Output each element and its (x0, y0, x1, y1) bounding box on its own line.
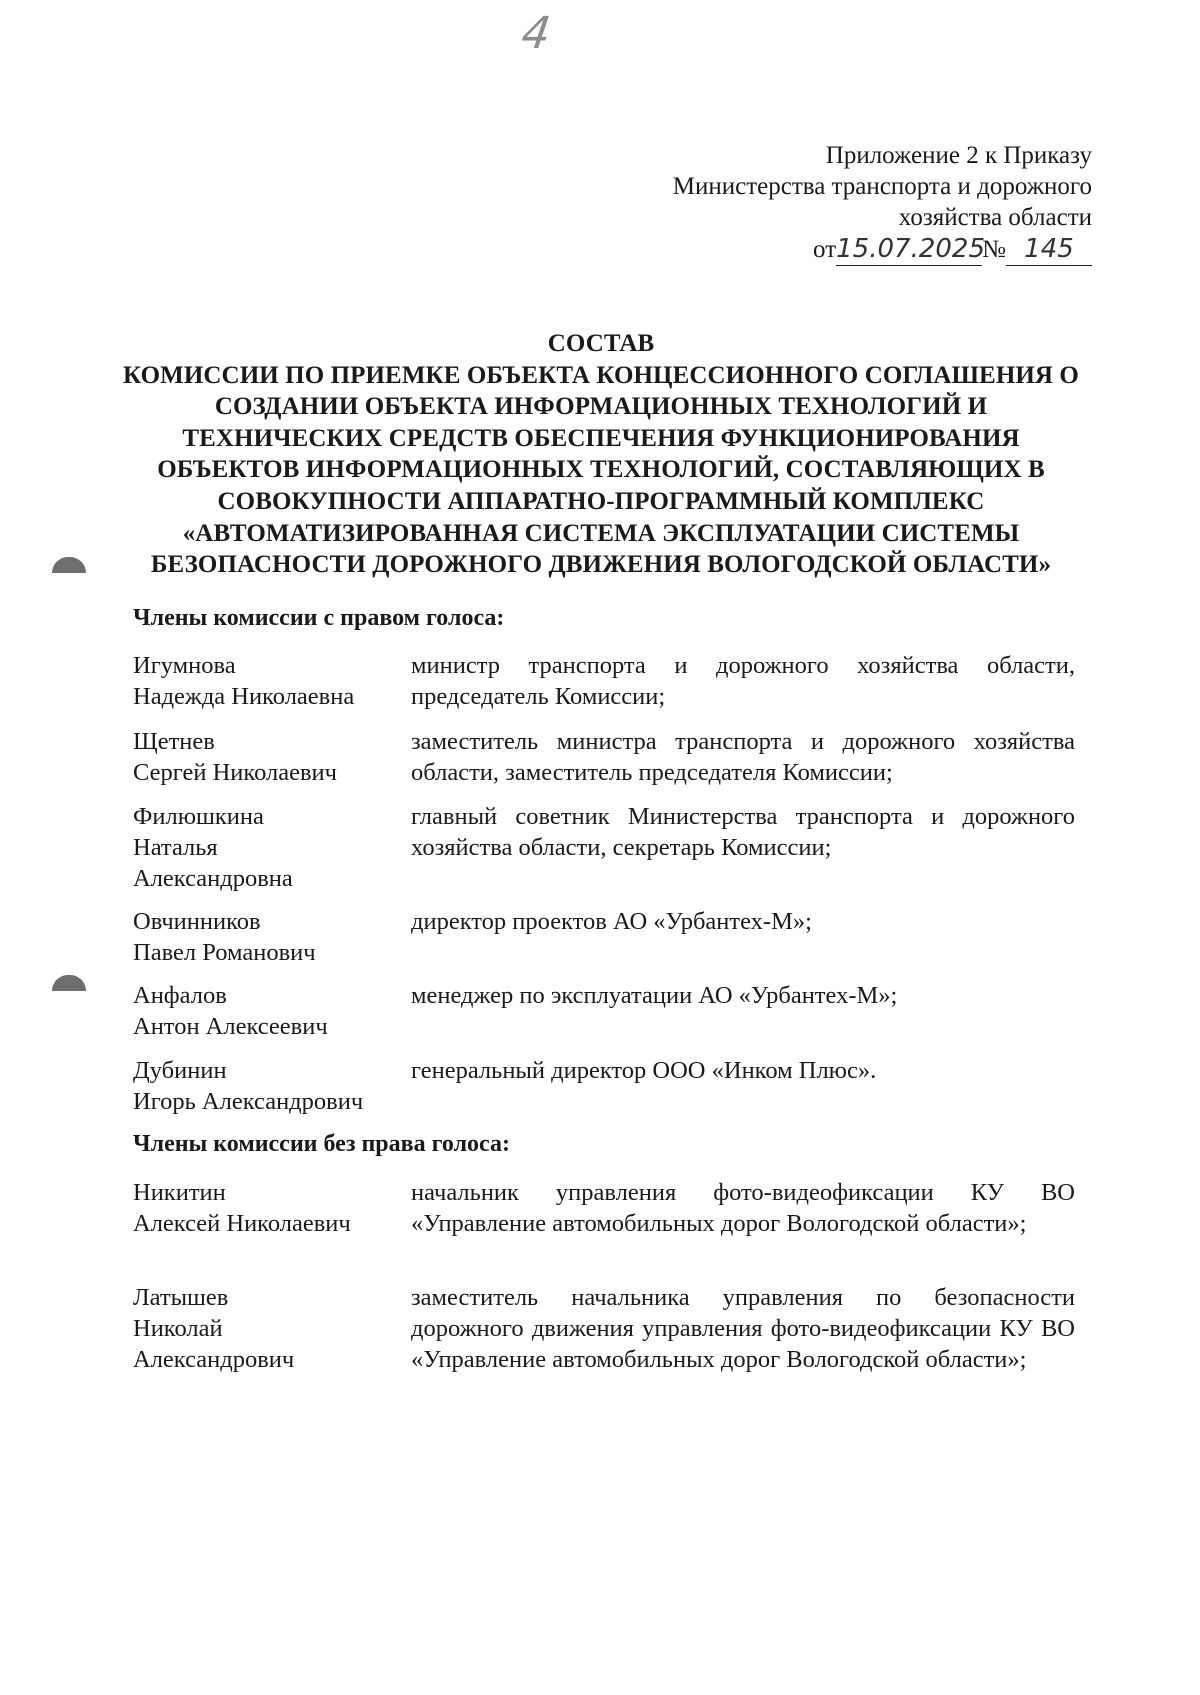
document-title (120, 328, 1082, 581)
member-name-text: Латышев Николай Александрович (133, 1284, 295, 1373)
title-heading: СОСТАВ (547, 330, 655, 357)
number-prefix: № (982, 236, 1006, 263)
nonvoting-members-heading: Члены комиссии без права голоса: (133, 1131, 510, 1157)
date-prefix: от (813, 236, 837, 263)
voting-members-heading: Члены комиссии с правом голоса: (133, 605, 505, 631)
member-name (133, 726, 395, 788)
member-role: главный советник Министерства транспорта и дорожного хозяйства области, секретарь Комиссии; (411, 803, 1075, 861)
handwritten-date: 15.07.2025 (836, 234, 986, 264)
title-body: КОМИССИИ ПО ПРИЕМКЕ ОБЪЕКТА КОНЦЕССИОННОГО СОГЛАШЕНИЯ О СОЗДАНИИ ОБЪЕКТА ИНФОРМАЦИОННЫХ ТЕХНОЛОГИЙ И ТЕХНИЧЕСКИХ СРЕДСТВ ОБЕСПЕЧЕНИЯ ФУНКЦИОНИРОВАНИЯ ОБЪЕКТОВ ИНФОРМАЦИОННЫХ ТЕХНОЛОГИЙ, СОСТАВЛЯЮЩИХ В СОВОКУПНОСТИ АППАРАТНО-ПРОГРАММНЫЙ КОМПЛЕКС «АВТОМАТИЗИРОВАННАЯ СИСТЕМА ЭКСПЛУАТАЦИИ СИСТЕМЫ БЕЗОПАСНОСТИ ДОРОЖНОГО ДВИЖЕНИЯ ВОЛОГОДСКОЙ ОБЛАСТИ» (123, 361, 1079, 579)
appendix-line-1: Приложение 2 к Приказу (825, 142, 1092, 169)
appendix-date-line (673, 234, 1092, 266)
member-role: начальник управления фото-видеофиксации КУ ВО «Управление автомобильных дорог Вологодской области»; (411, 1179, 1075, 1237)
member-name-text: Дубинин Игорь Александрович (133, 1057, 364, 1115)
member-name (133, 906, 395, 968)
appendix-block (673, 140, 1092, 266)
member-role: министр транспорта и дорожного хозяйства области, председатель Комиссии; (411, 652, 1075, 710)
member-name-text: Щетнев Сергей Николаевич (133, 728, 337, 786)
member-name-text: Никитин Алексей Николаевич (133, 1179, 351, 1237)
hole-punch-mark (52, 557, 86, 573)
member-name-text: Анфалов Антон Алексеевич (133, 982, 328, 1040)
member-name (133, 1177, 395, 1239)
page-number: 4 (518, 8, 554, 59)
handwritten-number: 145 (1024, 234, 1074, 264)
number-field (1006, 234, 1092, 266)
member-name (133, 801, 395, 894)
member-name-text: Филюшкина Наталья Александровна (133, 803, 293, 892)
member-name (133, 1055, 395, 1117)
member-name-text: Овчинников Павел Романович (133, 908, 316, 966)
member-role: заместитель начальника управления по безопасности дорожного движения управления фото-видеофиксации КУ ВО «Управление автомобильных дорог Вологодской области»; (411, 1284, 1075, 1373)
member-role: менеджер по эксплуатации АО «Урбантех-М»; (411, 982, 898, 1009)
member-role: заместитель министра транспорта и дорожного хозяйства области, заместитель председателя Комиссии; (411, 728, 1075, 786)
member-name (133, 1282, 395, 1375)
hole-punch-mark (52, 975, 86, 991)
member-role: директор проектов АО «Урбантех-М»; (411, 908, 812, 935)
member-name (133, 650, 395, 712)
member-name-text: Игумнова Надежда Николаевна (133, 652, 355, 710)
member-role: генеральный директор ООО «Инком Плюс». (411, 1057, 877, 1084)
date-field (836, 234, 986, 266)
appendix-line-2: Министерства транспорта и дорожного (672, 173, 1092, 200)
member-name (133, 980, 395, 1042)
appendix-line-3: хозяйства области (898, 204, 1092, 231)
